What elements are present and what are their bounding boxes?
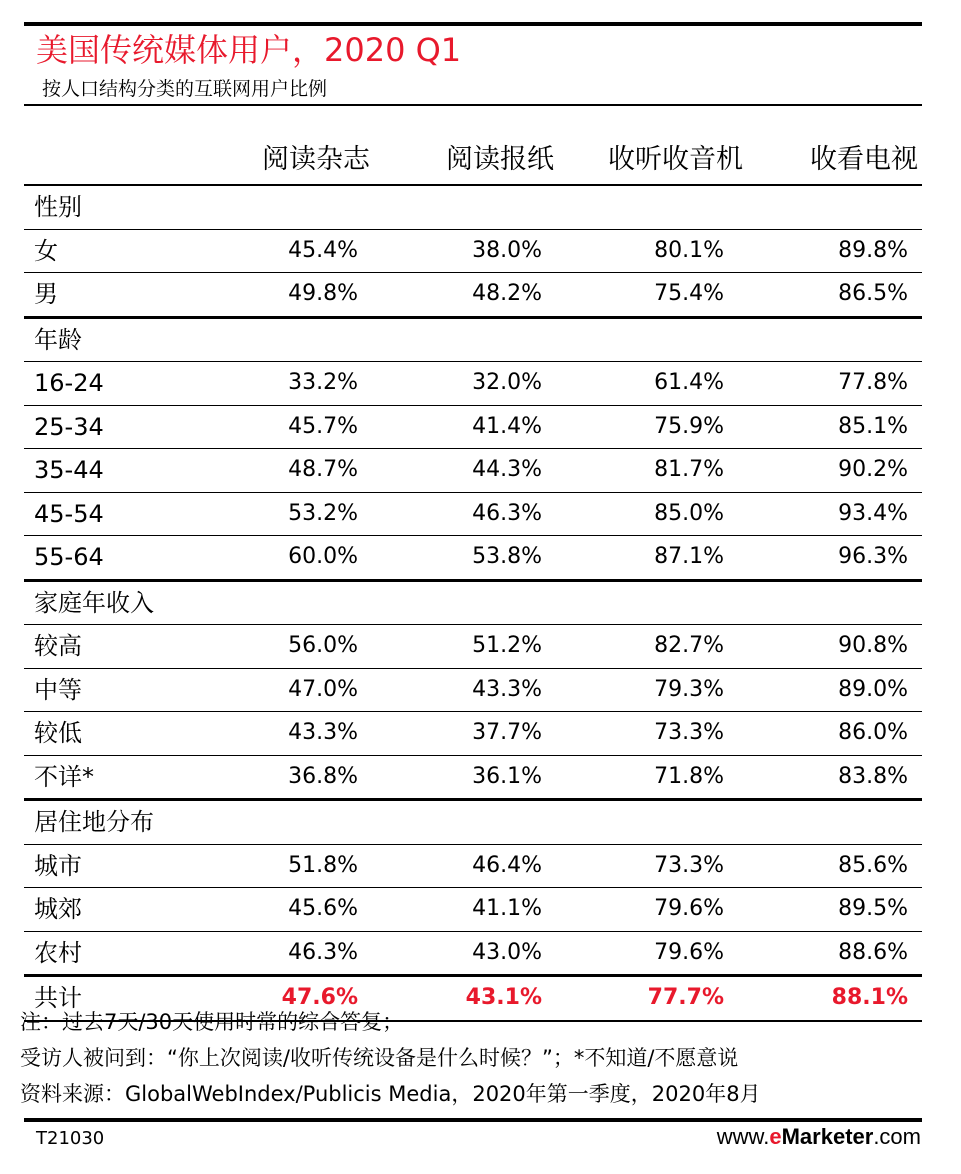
section-label: 性别 bbox=[34, 193, 82, 221]
table-row bbox=[24, 932, 922, 976]
table-cell: 43.0% bbox=[472, 939, 542, 965]
footer-rule bbox=[24, 1118, 922, 1122]
table-row bbox=[24, 845, 922, 889]
table-cell: 90.8% bbox=[838, 633, 908, 658]
table-header bbox=[24, 138, 922, 184]
column-header: 阅读报纸 bbox=[446, 144, 554, 175]
table-cell: 48.2% bbox=[472, 281, 542, 306]
table-cell: 43.3% bbox=[472, 676, 542, 702]
table-cell: 47.0% bbox=[288, 676, 358, 702]
section-row bbox=[24, 799, 922, 845]
table-cell: 45.6% bbox=[288, 896, 358, 921]
table-cell: 46.3% bbox=[288, 939, 358, 965]
section-row bbox=[24, 580, 922, 626]
total-cell: 77.7% bbox=[647, 985, 724, 1010]
table-cell: 37.7% bbox=[472, 720, 542, 745]
table-cell: 46.4% bbox=[472, 852, 542, 878]
table-row bbox=[24, 406, 922, 450]
total-cell: 43.1% bbox=[465, 985, 542, 1010]
table-row bbox=[24, 230, 922, 274]
table-cell: 89.5% bbox=[838, 896, 908, 921]
row-label: 女 bbox=[34, 236, 58, 265]
table-row bbox=[24, 669, 922, 713]
table-cell: 85.1% bbox=[838, 413, 908, 439]
table-cell: 85.0% bbox=[654, 500, 724, 526]
table-cell: 32.0% bbox=[472, 370, 542, 395]
table-cell: 96.3% bbox=[838, 544, 908, 569]
column-header: 阅读杂志 bbox=[262, 144, 370, 175]
chart-title: 美国传统媒体用户，2020 Q1 bbox=[36, 31, 462, 69]
column-header: 收看电视 bbox=[810, 144, 918, 175]
table-cell: 77.8% bbox=[838, 370, 908, 395]
table-cell: 73.3% bbox=[654, 852, 724, 878]
table-cell: 41.1% bbox=[472, 896, 542, 921]
table-cell: 79.6% bbox=[654, 896, 724, 921]
table-cell: 36.1% bbox=[472, 763, 542, 789]
table-cell: 48.7% bbox=[288, 457, 358, 482]
row-label: 中等 bbox=[34, 675, 82, 704]
table-cell: 41.4% bbox=[472, 413, 542, 439]
row-label: 城市 bbox=[34, 851, 82, 880]
table-cell: 46.3% bbox=[472, 500, 542, 526]
total-cell: 88.1% bbox=[831, 985, 908, 1010]
section-label: 居住地分布 bbox=[34, 808, 154, 836]
row-label: 55-64 bbox=[34, 543, 104, 571]
table-row bbox=[24, 493, 922, 537]
table-cell: 85.6% bbox=[838, 852, 908, 878]
table-cell: 81.7% bbox=[654, 457, 724, 482]
table-cell: 75.9% bbox=[654, 413, 724, 439]
section-row bbox=[24, 184, 922, 230]
table-cell: 89.8% bbox=[838, 237, 908, 263]
table-cell: 89.0% bbox=[838, 676, 908, 702]
table-cell: 79.6% bbox=[654, 939, 724, 965]
brand-logo: www.eMarketer.com bbox=[716, 1124, 921, 1149]
table-cell: 80.1% bbox=[654, 237, 724, 263]
table-cell: 90.2% bbox=[838, 457, 908, 482]
row-label: 16-24 bbox=[34, 369, 104, 397]
table-cell: 75.4% bbox=[654, 281, 724, 306]
table-row bbox=[24, 712, 922, 756]
table-row bbox=[24, 273, 922, 317]
table-cell: 82.7% bbox=[654, 633, 724, 658]
table-cell: 49.8% bbox=[288, 281, 358, 306]
note-line: 资料来源：GlobalWebIndex/Publicis Media，2020年第一季度，2020年8月 bbox=[20, 1082, 761, 1106]
row-label: 45-54 bbox=[34, 499, 104, 528]
table-cell: 53.8% bbox=[472, 544, 542, 569]
table-cell: 33.2% bbox=[288, 370, 358, 395]
row-label: 城郊 bbox=[34, 895, 82, 923]
column-header: 收听收音机 bbox=[608, 144, 743, 175]
table-row bbox=[24, 449, 922, 493]
top-rule bbox=[24, 22, 922, 26]
table-cell: 71.8% bbox=[654, 763, 724, 789]
table-cell: 51.2% bbox=[472, 633, 542, 658]
table-row bbox=[24, 625, 922, 669]
row-label: 共计 bbox=[34, 984, 82, 1012]
row-label: 男 bbox=[34, 280, 58, 308]
table-row bbox=[24, 536, 922, 580]
table-body bbox=[24, 184, 922, 1022]
row-label: 较低 bbox=[34, 719, 82, 747]
table-cell: 45.4% bbox=[288, 237, 358, 263]
table-cell: 56.0% bbox=[288, 633, 358, 658]
row-label: 农村 bbox=[34, 938, 82, 967]
note-line: 受访人被问到：“你上次阅读/收听传统设备是什么时候？”；*不知道/不愿意说 bbox=[20, 1046, 739, 1070]
data-table bbox=[24, 138, 922, 1022]
table-cell: 87.1% bbox=[654, 544, 724, 569]
section-label: 家庭年收入 bbox=[34, 588, 154, 617]
table-cell: 44.3% bbox=[472, 457, 542, 482]
chart-id: T21030 bbox=[36, 1128, 105, 1149]
table-cell: 93.4% bbox=[838, 500, 908, 526]
section-label: 年龄 bbox=[34, 325, 82, 354]
row-label: 35-44 bbox=[34, 456, 104, 484]
table-row bbox=[24, 362, 922, 406]
table-cell: 53.2% bbox=[288, 500, 358, 526]
table-cell: 43.3% bbox=[288, 720, 358, 745]
table-cell: 86.5% bbox=[838, 281, 908, 306]
chart-subtitle: 按人口结构分类的互联网用户比例 bbox=[42, 78, 328, 100]
table-cell: 88.6% bbox=[838, 939, 908, 965]
note-line: 注：过去7天/30天使用时常的综合答复； bbox=[20, 1010, 404, 1034]
table-row bbox=[24, 756, 922, 800]
table-cell: 38.0% bbox=[472, 237, 542, 263]
table-cell: 60.0% bbox=[288, 544, 358, 569]
table-cell: 73.3% bbox=[654, 720, 724, 745]
table-cell: 83.8% bbox=[838, 763, 908, 789]
table-cell: 36.8% bbox=[288, 763, 358, 789]
table-cell: 45.7% bbox=[288, 413, 358, 439]
table-row bbox=[24, 888, 922, 932]
row-label: 较高 bbox=[34, 632, 82, 660]
row-label: 不详* bbox=[34, 762, 94, 791]
table-cell: 51.8% bbox=[288, 852, 358, 878]
subtitle-rule bbox=[24, 104, 922, 106]
table-cell: 61.4% bbox=[654, 370, 724, 395]
total-cell: 47.6% bbox=[281, 985, 358, 1010]
row-label: 25-34 bbox=[34, 412, 104, 441]
notes bbox=[20, 1004, 761, 1112]
table-cell: 79.3% bbox=[654, 676, 724, 702]
table-cell: 86.0% bbox=[838, 720, 908, 745]
section-row bbox=[24, 317, 922, 363]
